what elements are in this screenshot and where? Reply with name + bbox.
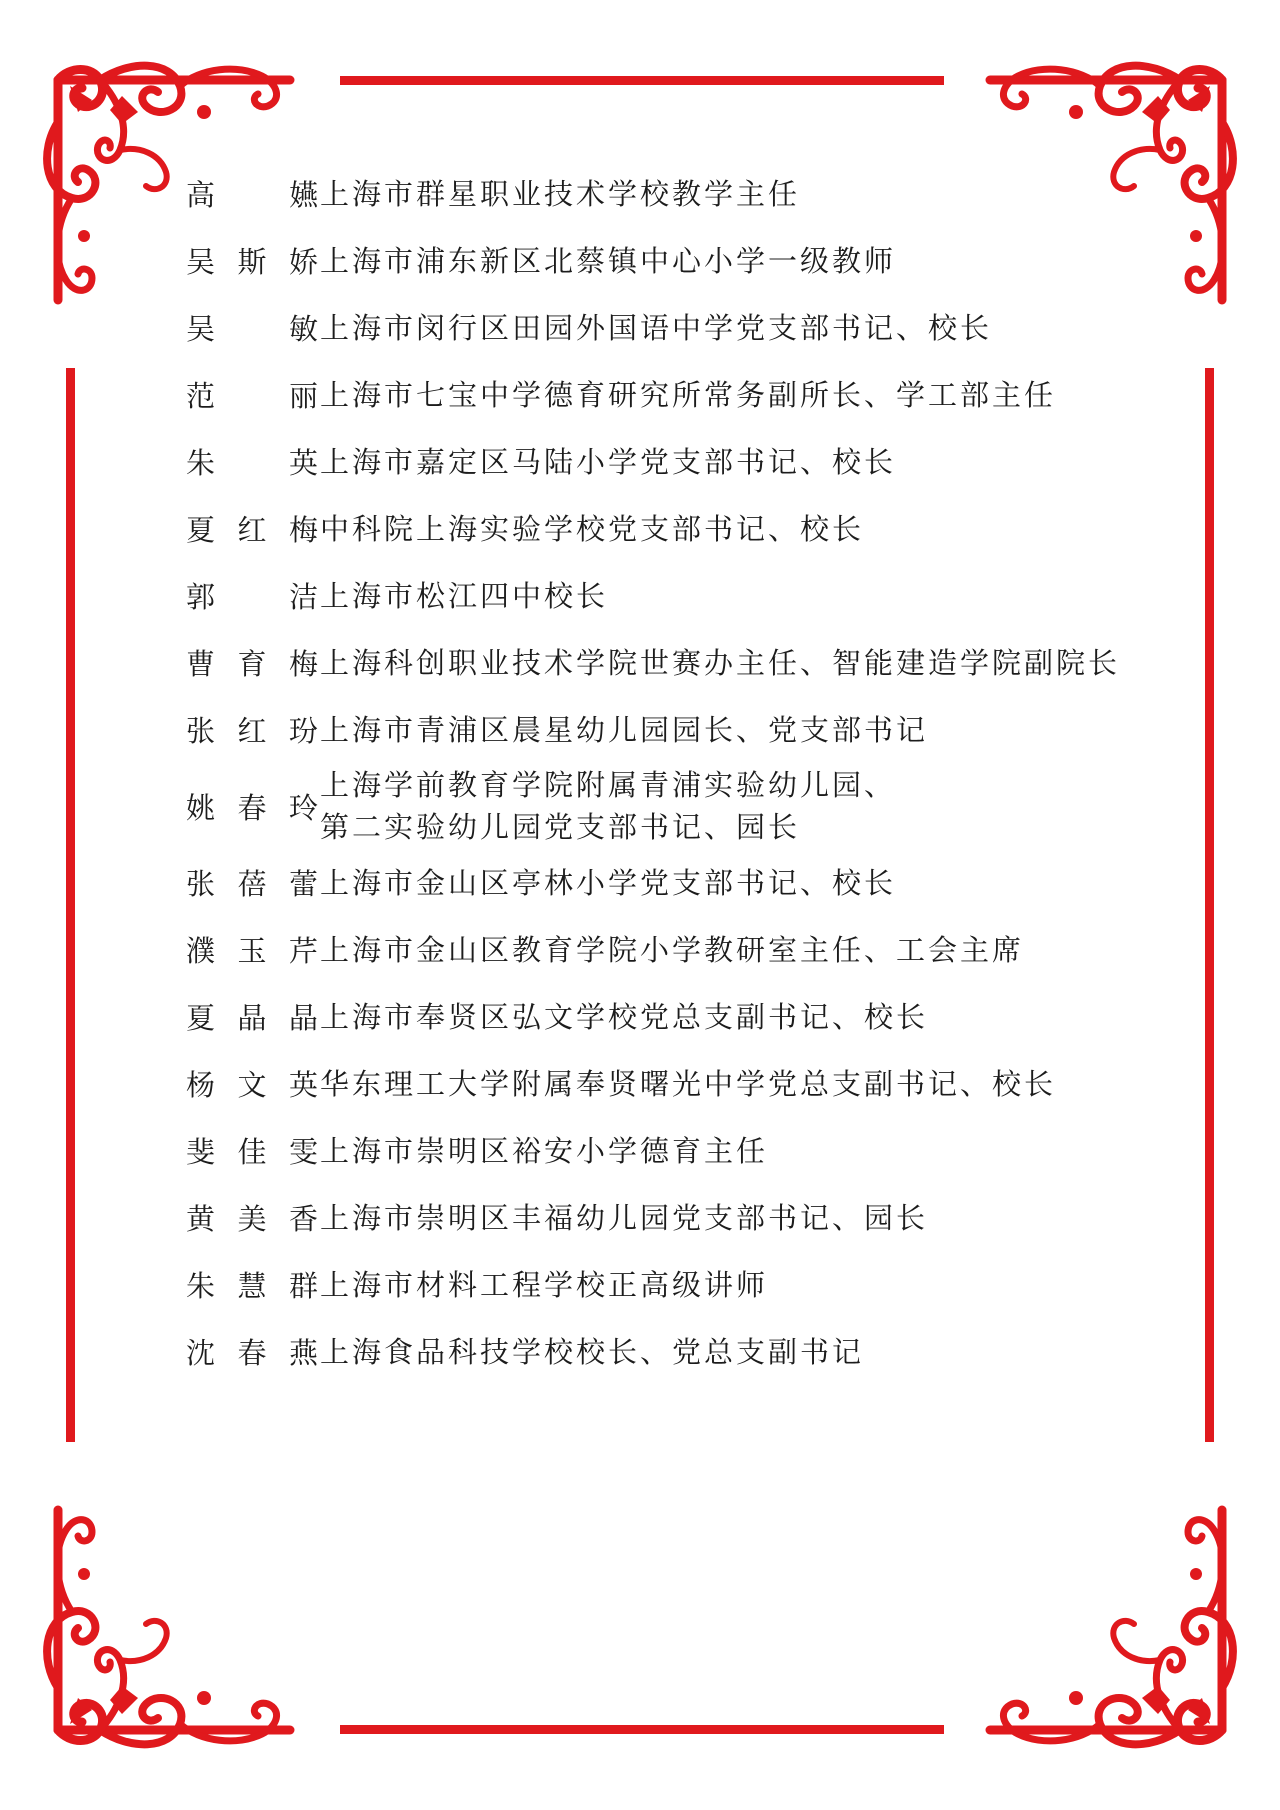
person-title: 上海市崇明区丰福幼儿园党支部书记、园长 <box>320 1200 929 1235</box>
list-item <box>186 1318 1186 1385</box>
list-item <box>186 1251 1186 1318</box>
person-name: 高 嬿 <box>186 178 320 212</box>
person-name: 夏晶晶 <box>186 1001 320 1035</box>
person-title: 上海市闵行区田园外国语中学党支部书记、校长 <box>320 310 993 345</box>
person-title: 上海市金山区亭林小学党支部书记、校长 <box>320 865 897 900</box>
person-title: 中科院上海实验学校党支部书记、校长 <box>320 511 865 546</box>
person-title: 上海食品科技学校校长、党总支副书记 <box>320 1334 865 1369</box>
person-name: 吴斯娇 <box>186 245 320 279</box>
person-name: 郭 洁 <box>186 580 320 614</box>
person-name: 张红玢 <box>186 714 320 748</box>
list-item <box>186 1050 1186 1117</box>
person-name: 曹育梅 <box>186 647 320 681</box>
list-item <box>186 629 1186 696</box>
person-title: 上海市浦东新区北蔡镇中心小学一级教师 <box>320 243 897 278</box>
list-item <box>186 562 1186 629</box>
list-item <box>186 428 1186 495</box>
person-title: 上海市群星职业技术学校教学主任 <box>320 176 801 211</box>
list-item <box>186 1117 1186 1184</box>
list-item <box>186 495 1186 562</box>
person-name: 夏红梅 <box>186 513 320 547</box>
list-item <box>186 361 1186 428</box>
list-item <box>186 294 1186 361</box>
person-name: 濮玉芹 <box>186 934 320 968</box>
person-name: 朱 英 <box>186 446 320 480</box>
person-name: 姚春玲 <box>186 790 320 825</box>
person-title: 上海市金山区教育学院小学教研室主任、工会主席 <box>320 932 1025 967</box>
honoree-list <box>186 160 1186 1385</box>
person-name: 杨文英 <box>186 1068 320 1102</box>
list-item <box>186 983 1186 1050</box>
person-title: 上海市崇明区裕安小学德育主任 <box>320 1133 769 1168</box>
person-name: 张蓓蕾 <box>186 867 320 901</box>
person-name: 黄美香 <box>186 1202 320 1236</box>
person-title: 上海科创职业技术学院世赛办主任、智能建造学院副院长 <box>320 645 1121 680</box>
list-item <box>186 696 1186 763</box>
list-item <box>186 160 1186 227</box>
person-title: 上海市材料工程学校正高级讲师 <box>320 1267 769 1302</box>
person-name: 斐佳雯 <box>186 1135 320 1169</box>
person-name: 范 丽 <box>186 379 320 413</box>
list-item <box>186 763 1186 849</box>
person-title: 上海市嘉定区马陆小学党支部书记、校长 <box>320 444 897 479</box>
person-title: 上海学前教育学院附属青浦实验幼儿园、 第二实验幼儿园党支部书记、园长 <box>320 768 897 844</box>
person-title: 上海市七宝中学德育研究所常务副所长、学工部主任 <box>320 377 1057 412</box>
list-item <box>186 227 1186 294</box>
person-name: 沈春燕 <box>186 1336 320 1370</box>
person-name: 吴 敏 <box>186 312 320 346</box>
list-item <box>186 1184 1186 1251</box>
person-title: 上海市奉贤区弘文学校党总支副书记、校长 <box>320 999 929 1034</box>
person-title: 上海市青浦区晨星幼儿园园长、党支部书记 <box>320 712 929 747</box>
list-item <box>186 849 1186 916</box>
person-name: 朱慧群 <box>186 1269 320 1303</box>
person-title: 上海市松江四中校长 <box>320 578 609 613</box>
list-item <box>186 916 1186 983</box>
person-title: 华东理工大学附属奉贤曙光中学党总支副书记、校长 <box>320 1066 1057 1101</box>
